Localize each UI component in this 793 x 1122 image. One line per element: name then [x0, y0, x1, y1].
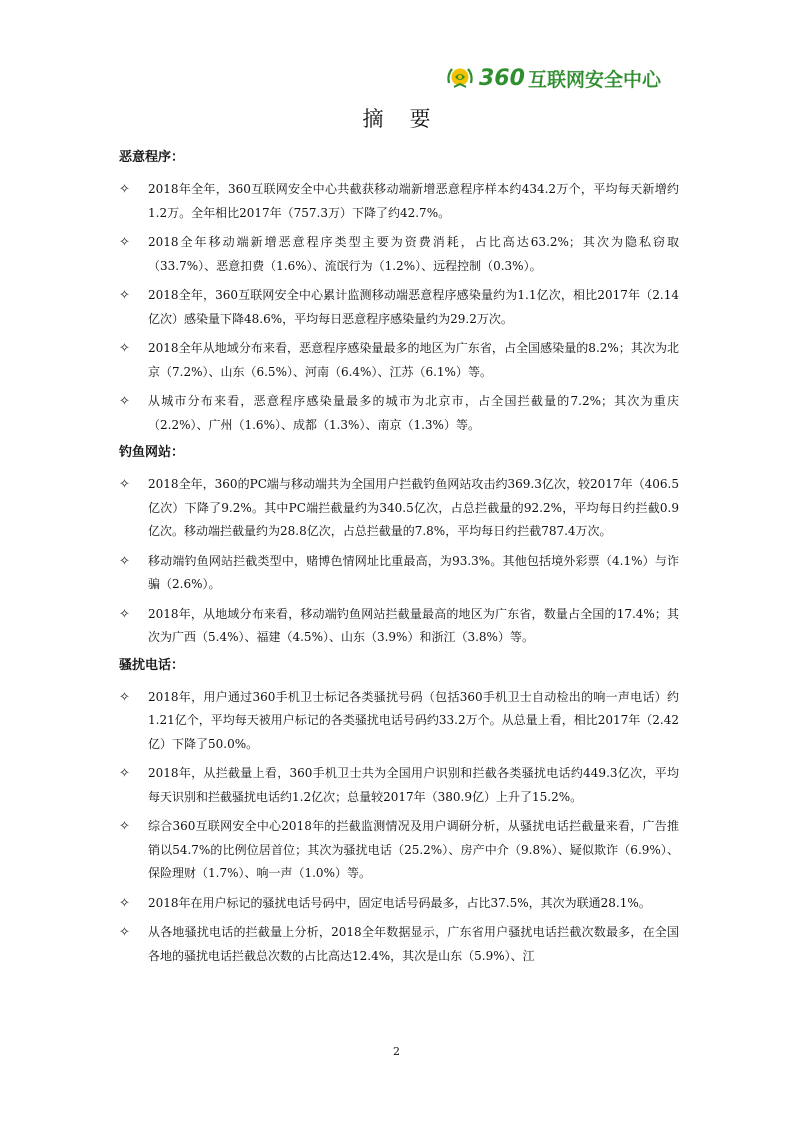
- logo-emblem-icon: [445, 63, 475, 93]
- list-item: [119, 284, 679, 331]
- diamond-bullet-icon: ✧: [119, 477, 130, 492]
- list-item: [119, 178, 679, 225]
- list-item-text: 2018全年从地域分布来看，恶意程序感染量最多的地区为广东省，占全国感染量的8.2%；其次为北京（7.2%）、山东（6.5%）、河南（6.4%）、江苏（6.1%）等。: [148, 341, 679, 379]
- diamond-bullet-icon: ✧: [119, 925, 130, 940]
- list-item-text: 2018全年，360互联网安全中心累计监测移动端恶意程序感染量约为1.1亿次，相比2017年（2.14亿次）感染量下降48.6%，平均每日恶意程序感染量约为29.2万次。: [148, 288, 679, 326]
- diamond-bullet-icon: ✧: [119, 819, 130, 834]
- section-harassing-calls: [119, 658, 679, 969]
- list-item-text: 2018全年，360的PC端与移动端共为全国用户拦截钓鱼网站攻击约369.3亿次，较2017年（406.5亿次）下降了9.2%。其中PC端拦截量约为340.5亿次，占总拦截量的92.2%，平均每日约拦截0.9亿次。移动端拦截量约为28.8亿次，占总拦截量的7.8%，平均每日约拦截787.4万次。: [148, 477, 679, 538]
- page-number: 2: [393, 1045, 400, 1058]
- diamond-bullet-icon: ✧: [119, 606, 130, 622]
- diamond-bullet-icon: ✧: [119, 689, 130, 705]
- logo-text: 互联网安全中心: [527, 68, 661, 91]
- list-item: [119, 892, 679, 916]
- list-item: [119, 762, 679, 809]
- list-item: [119, 473, 679, 544]
- list-item: [119, 550, 679, 597]
- brand-logo: [445, 62, 661, 94]
- list-item: [119, 686, 679, 757]
- list-item: [119, 815, 679, 886]
- summary-content: [119, 150, 679, 976]
- diamond-bullet-icon: ✧: [119, 235, 130, 250]
- section-heading: 恶意程序：: [119, 150, 185, 165]
- section-heading: 骚扰电话：: [119, 657, 185, 673]
- diamond-bullet-icon: ✧: [119, 288, 130, 303]
- list-item-text: 2018年，从拦截量上看，360手机卫士共为全国用户识别和拦截各类骚扰电话约449.3亿次，平均每天识别和拦截骚扰电话约1.2亿次；总量较2017年（380.9亿）上升了15.2%。: [148, 766, 679, 804]
- list-item-text: 移动端钓鱼网站拦截类型中，赌博色情网址比重最高，为93.3%。其他包括境外彩票（4.1%）与诈骗（2.6%）。: [148, 553, 679, 591]
- list-item-text: 从各地骚扰电话的拦截量上分析，2018全年数据显示，广东省用户骚扰电话拦截次数最多，在全国各地的骚扰电话拦截总次数的占比高达12.4%，其次是山东（5.9%）、江: [148, 925, 679, 963]
- list-item: [119, 390, 679, 437]
- list-item: [119, 231, 679, 278]
- section-phishing: [119, 445, 679, 650]
- list-item: [119, 603, 679, 650]
- list-item-text: 2018年，用户通过360手机卫士标记各类骚扰号码（包括360手机卫士自动检出的响一声电话）约1.21亿个，平均每天被用户标记的各类骚扰电话号码约33.2万个。从总量上看，相比2017年（2.42亿）下降了50.0%。: [148, 689, 679, 751]
- diamond-bullet-icon: ✧: [119, 182, 130, 197]
- list-item: [119, 921, 679, 968]
- diamond-bullet-icon: ✧: [119, 394, 130, 409]
- section-malware: [119, 150, 679, 437]
- diamond-bullet-icon: ✧: [119, 553, 130, 569]
- list-item-text: 2018年，从地域分布来看，移动端钓鱼网站拦截量最高的地区为广东省，数量占全国的17.4%；其次为广西（5.4%）、福建（4.5%）、山东（3.9%）和浙江（3.8%）等。: [148, 606, 679, 644]
- page-title: 摘要: [362, 107, 457, 131]
- list-item-text: 2018全年移动端新增恶意程序类型主要为资费消耗，占比高达63.2%；其次为隐私窃取（33.7%）、恶意扣费（1.6%）、流氓行为（1.2%）、远程控制（0.3%）。: [148, 235, 679, 273]
- list-item-text: 2018年在用户标记的骚扰电话号码中，固定电话号码最多，占比37.5%，其次为联通28.1%。: [148, 895, 651, 910]
- diamond-bullet-icon: ✧: [119, 895, 130, 911]
- logo-number: 360: [479, 65, 525, 91]
- list-item-text: 综合360互联网安全中心2018年的拦截监测情况及用户调研分析，从骚扰电话拦截量来看，广告推销以54.7%的比例位居首位；其次为骚扰电话（25.2%）、房产中介（9.8%）、疑似欺诈（6.9%）、保险理财（1.7%）、响一声（1.0%）等。: [148, 819, 679, 880]
- list-item: [119, 337, 679, 384]
- diamond-bullet-icon: ✧: [119, 766, 130, 781]
- diamond-bullet-icon: ✧: [119, 341, 130, 356]
- section-heading: 钓鱼网站：: [119, 445, 185, 460]
- list-item-text: 从城市分布来看，恶意程序感染量最多的城市为北京市，占全国拦截量的7.2%；其次为重庆（2.2%）、广州（1.6%）、成都（1.3%）、南京（1.3%）等。: [148, 394, 679, 432]
- list-item-text: 2018年全年，360互联网安全中心共截获移动端新增恶意程序样本约434.2万个，平均每天新增约1.2万。全年相比2017年（757.3万）下降了约42.7%。: [148, 182, 679, 220]
